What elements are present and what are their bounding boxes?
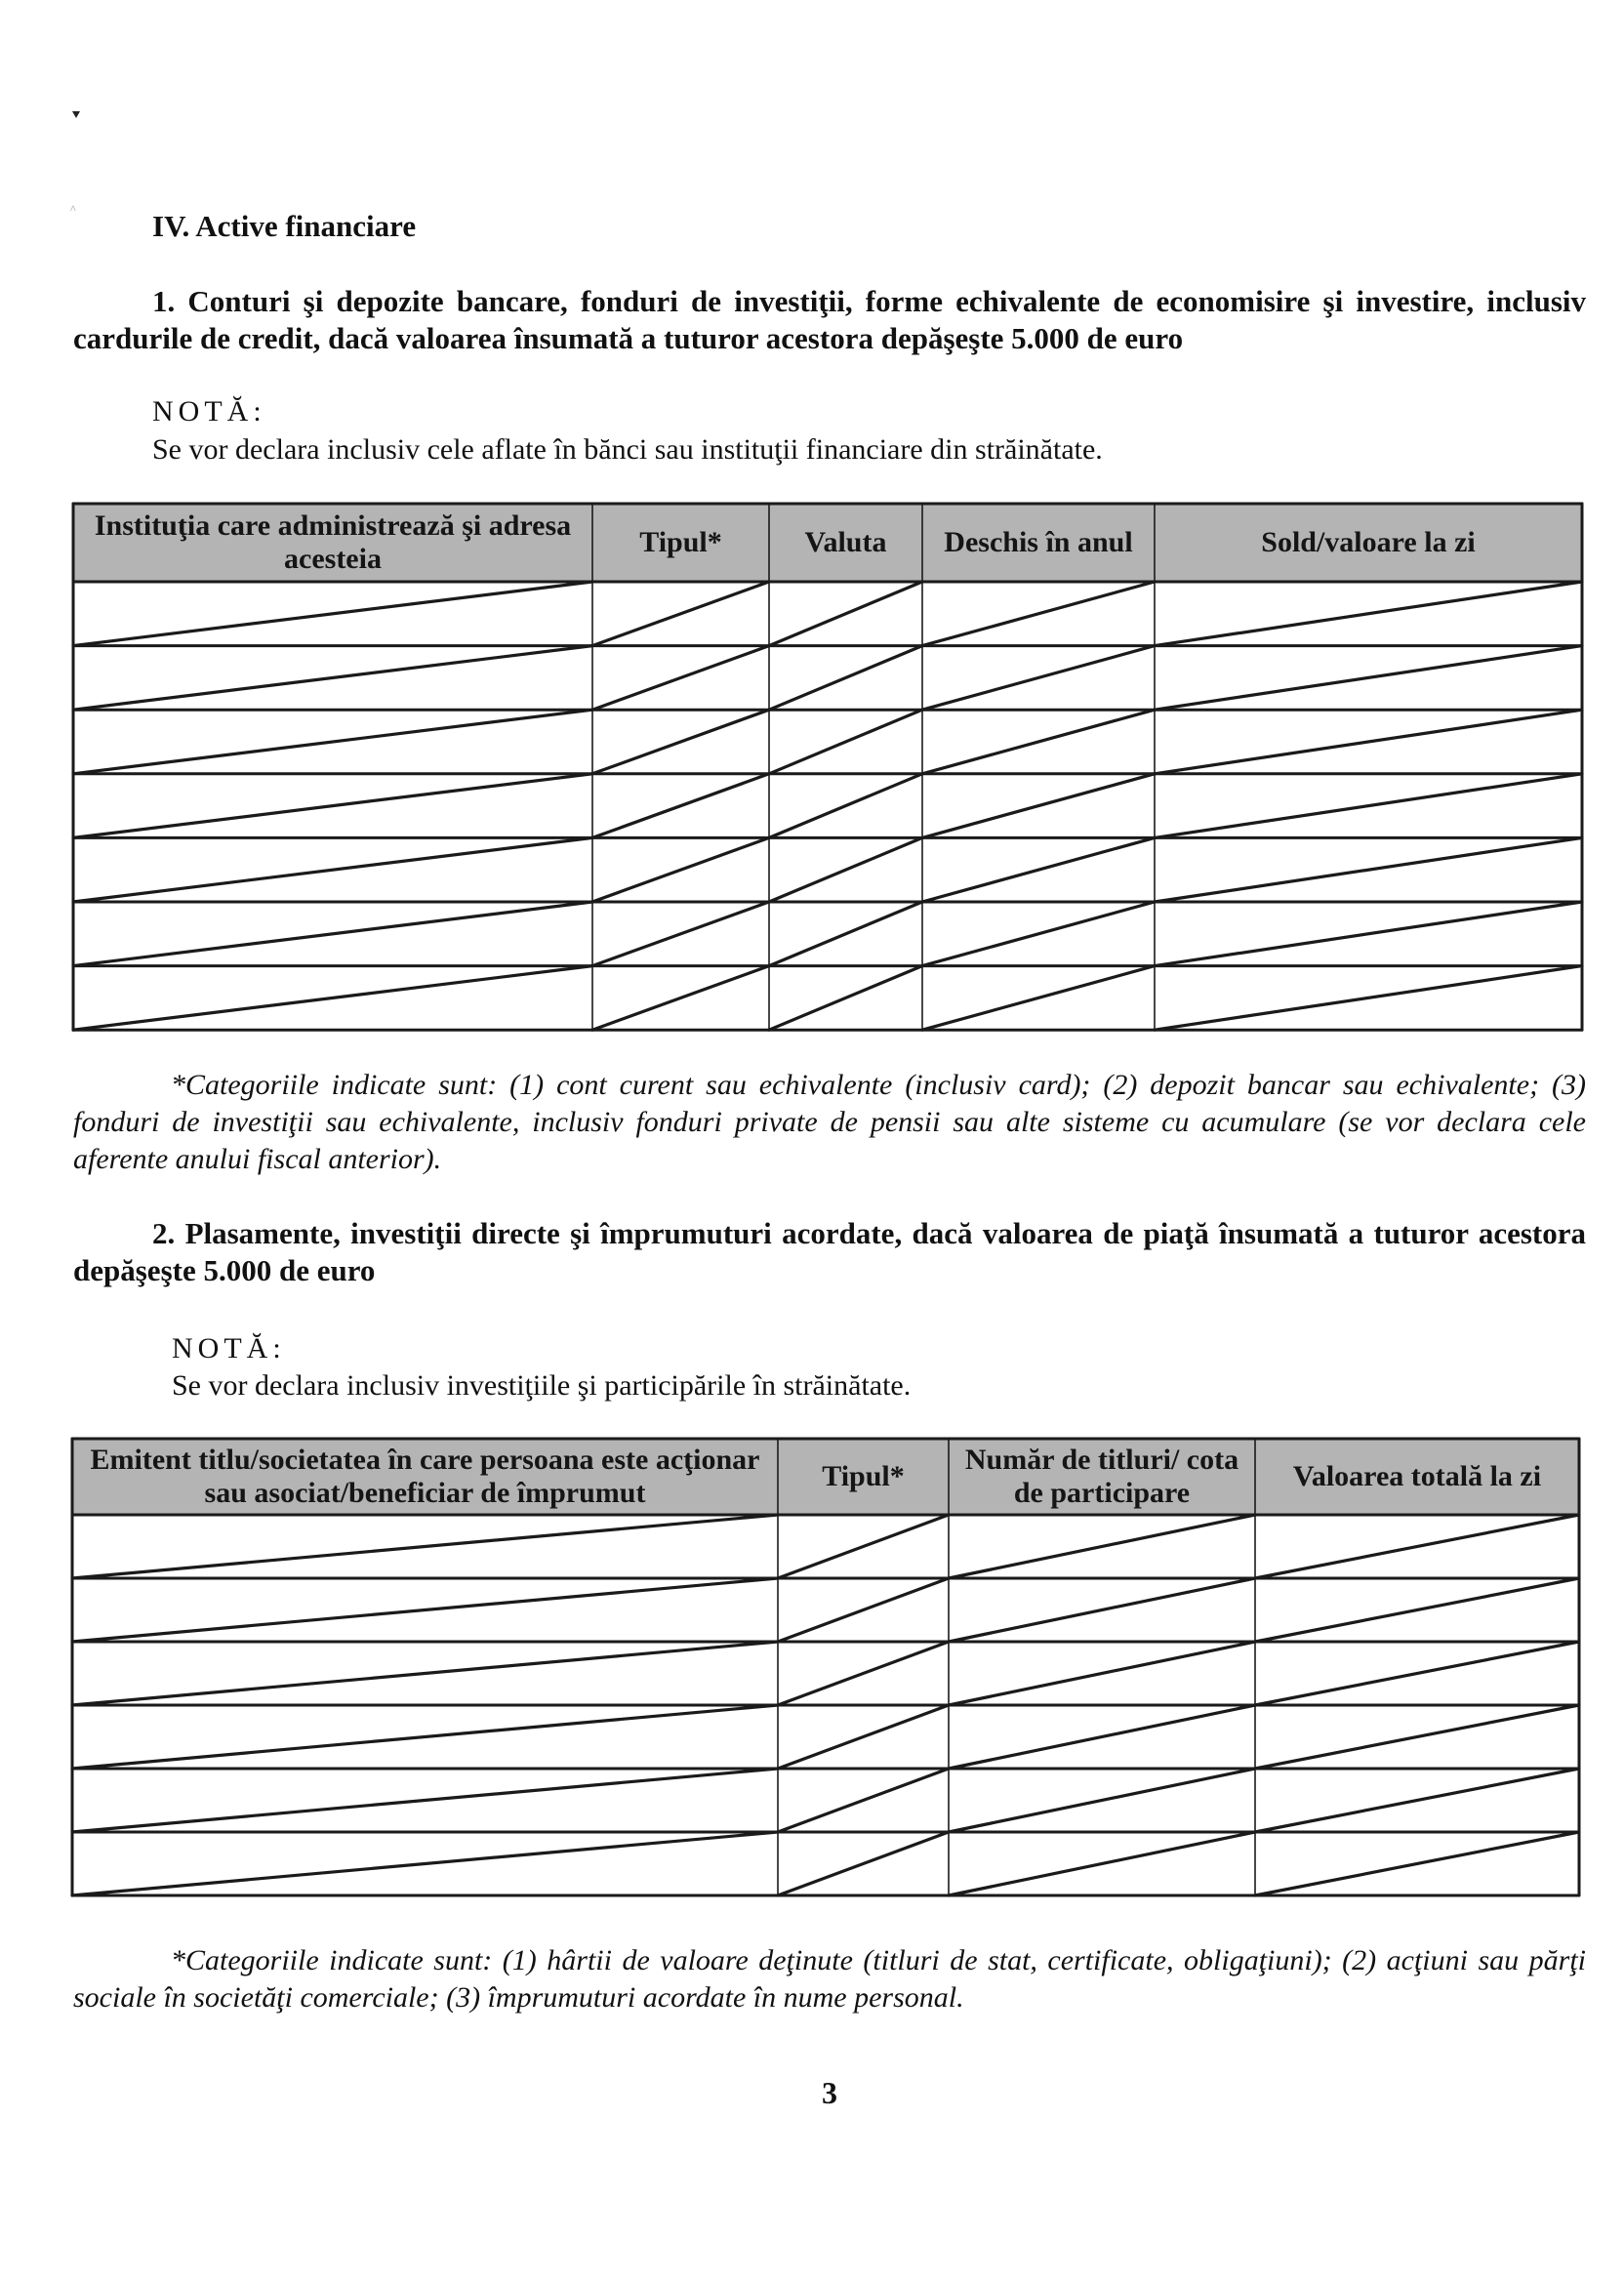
column-header: Instituţia care administrează şi adresa acesteia	[94, 509, 572, 575]
section2-heading: 2. Plasamente, investiţii directe şi împrumuturi acordate, dacă valoarea de piaţă însumată a tuturor acestora depăşeşte 5.000 de euro	[73, 1216, 1586, 1287]
table-cell	[592, 902, 769, 966]
table-row	[73, 582, 1582, 646]
table-cell	[769, 966, 922, 1031]
column-header: Tipul*	[639, 526, 722, 558]
table-cell	[592, 646, 769, 711]
section2-note-label: NOTĂ:	[172, 1332, 286, 1364]
table-cell	[922, 902, 1155, 966]
investments-table	[72, 1439, 1579, 1896]
table-cell	[73, 966, 592, 1031]
table-cell	[922, 837, 1155, 902]
table-cell	[778, 1578, 949, 1642]
table-cell	[592, 837, 769, 902]
table-cell	[1155, 966, 1582, 1031]
table-row	[73, 837, 1582, 902]
table-cell	[778, 1642, 949, 1705]
table-cell	[1155, 710, 1582, 774]
table-cell	[73, 710, 592, 774]
table-row	[72, 1705, 1579, 1769]
table-cell	[1255, 1832, 1579, 1895]
table-cell	[922, 774, 1155, 838]
table-cell	[592, 582, 769, 646]
table-cell	[949, 1515, 1255, 1578]
table-cell	[949, 1642, 1255, 1705]
table-row	[72, 1769, 1579, 1832]
table-cell	[592, 966, 769, 1031]
table-cell	[1155, 774, 1582, 838]
table-row	[73, 902, 1582, 966]
table-cell	[73, 774, 592, 838]
table-cell	[949, 1832, 1255, 1895]
column-header: Tipul*	[822, 1460, 905, 1492]
section2-note-text: Se vor declara inclusiv investiţiile şi participările în străinătate.	[172, 1369, 912, 1402]
table-cell	[769, 774, 922, 838]
table-cell	[592, 774, 769, 838]
table-cell	[73, 902, 592, 966]
table-cell	[1255, 1642, 1579, 1705]
table-cell	[1155, 646, 1582, 711]
table-cell	[949, 1769, 1255, 1832]
table-cell	[769, 902, 922, 966]
section1-note-label: NOTĂ:	[152, 395, 266, 428]
table-cell	[72, 1705, 778, 1769]
table-cell	[72, 1515, 778, 1578]
table-row	[73, 710, 1582, 774]
table-cell	[73, 582, 592, 646]
table-cell	[949, 1578, 1255, 1642]
table-cell	[72, 1769, 778, 1832]
table-cell	[769, 646, 922, 711]
table-cell	[1255, 1578, 1579, 1642]
column-header: Sold/valoare la zi	[1261, 526, 1476, 558]
section1-heading: 1. Conturi şi depozite bancare, fonduri de investiţii, forme echivalente de economisire şi investire, inclusiv cardurile de credit, dacă valoarea însumată a tuturor acestora depăşeşte 5.000 de euro	[73, 284, 1586, 355]
table-cell	[1155, 902, 1582, 966]
table-row	[72, 1578, 1579, 1642]
column-header: Emitent titlu/societatea în care persoana este acţionar sau asociat/beneficiar de împrumut	[90, 1444, 760, 1509]
table-cell	[922, 966, 1155, 1031]
column-header: Număr de titluri/ cota de participare	[964, 1444, 1239, 1509]
table-cell	[1255, 1769, 1579, 1832]
table-cell	[769, 582, 922, 646]
column-header: Valuta	[804, 526, 887, 558]
table-cell	[73, 837, 592, 902]
table-row	[72, 1832, 1579, 1895]
page-number: 3	[822, 2075, 837, 2110]
table-cell	[769, 837, 922, 902]
section2-footnote: *Categoriile indicate sunt: (1) hârtii de valoare deţinute (titluri de stat, certificate, obligaţiuni); (2) acţiuni sau părţi sociale în societăţi comerciale; (3) împrumuturi acordate în nume personal.	[73, 1944, 1586, 2014]
scan-mark-triangle	[72, 111, 80, 118]
table-cell	[1255, 1515, 1579, 1578]
table-row	[72, 1642, 1579, 1705]
column-header: Deschis în anul	[944, 526, 1133, 558]
table-cell	[949, 1705, 1255, 1769]
table-cell	[73, 646, 592, 711]
column-header: Valoarea totală la zi	[1292, 1460, 1542, 1492]
scan-mark-small: ^	[70, 202, 76, 216]
table-cell	[1155, 582, 1582, 646]
table-cell	[1255, 1705, 1579, 1769]
table-row	[73, 966, 1582, 1031]
table-cell	[592, 710, 769, 774]
table-cell	[72, 1578, 778, 1642]
table-row	[73, 646, 1582, 711]
table-cell	[1155, 837, 1582, 902]
table-row	[72, 1515, 1579, 1578]
table-cell	[778, 1705, 949, 1769]
table-cell	[778, 1832, 949, 1895]
bank-accounts-table	[73, 504, 1582, 1030]
table-cell	[778, 1769, 949, 1832]
table-cell	[72, 1832, 778, 1895]
table-cell	[778, 1515, 949, 1578]
section-title: IV. Active financiare	[152, 209, 417, 243]
section1-footnote: *Categoriile indicate sunt: (1) cont curent sau echivalente (inclusiv card); (2) depozit bancar sau echivalente; (3) fonduri de investiţii sau echivalente, inclusiv fonduri private de pensii sau alte sisteme cu acumulare (se vor declara cele aferente anului fiscal anterior).	[73, 1069, 1586, 1175]
table-cell	[769, 710, 922, 774]
table-cell	[922, 710, 1155, 774]
section1-note-text: Se vor declara inclusiv cele aflate în bănci sau instituţii financiare din străinătate.	[152, 433, 1103, 466]
table-cell	[922, 646, 1155, 711]
table-cell	[72, 1642, 778, 1705]
table-row	[73, 774, 1582, 838]
table-cell	[922, 582, 1155, 646]
